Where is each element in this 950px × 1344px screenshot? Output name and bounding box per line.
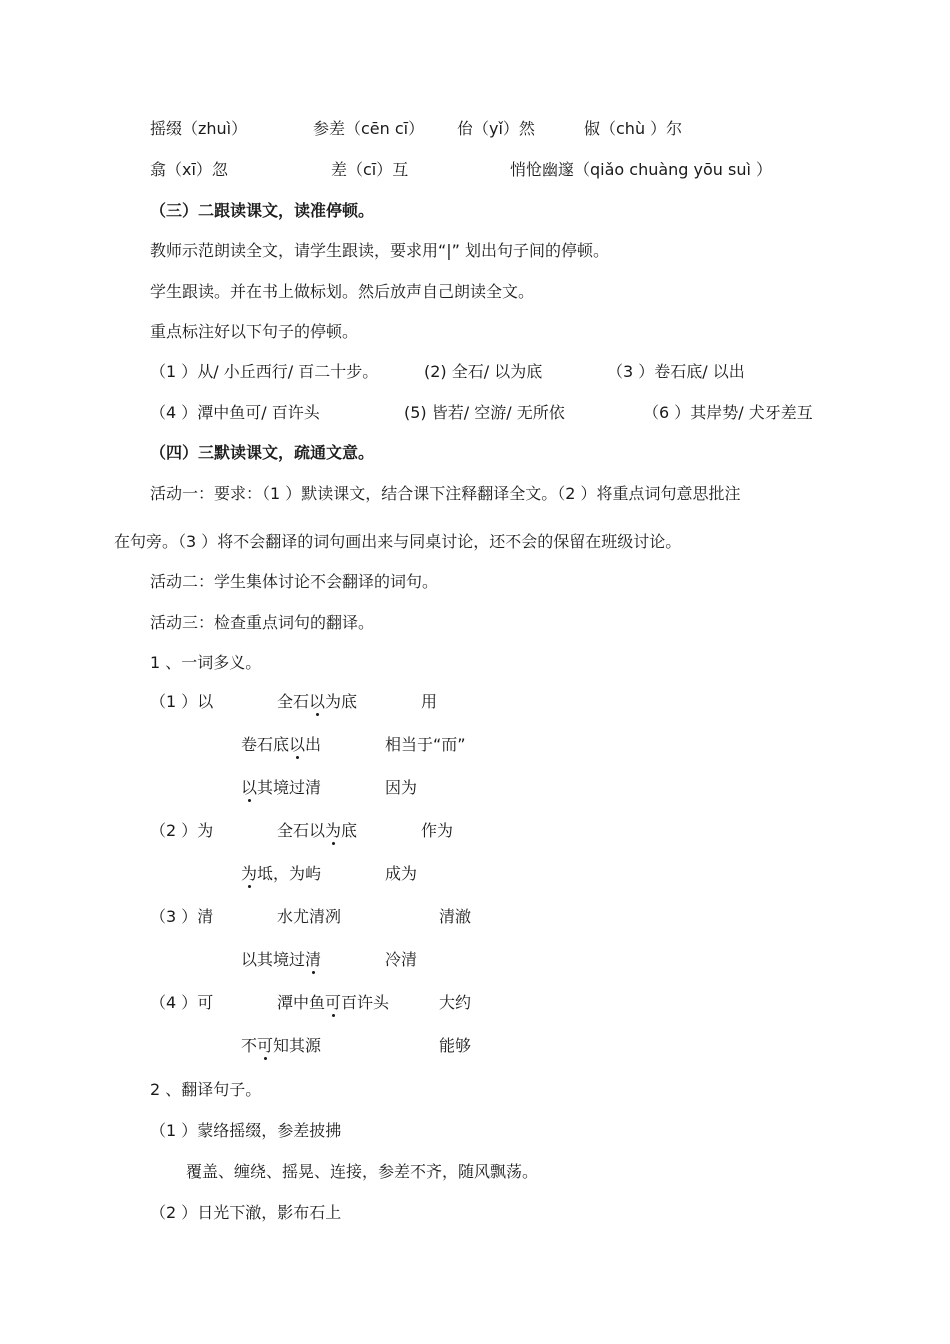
polysemy-meaning: 大约 [439, 993, 472, 1012]
paragraph: 学生跟读。并在书上做标划。然后放声自己朗读全文。 [150, 282, 535, 301]
pause-example: (2) 全石/ 以为底 [424, 362, 543, 381]
translation-sentence: （1 ）蒙络摇缀，参差披拂 [150, 1121, 342, 1140]
pause-example: （1 ）从/ 小丘西行/ 百二十步。 [150, 362, 379, 381]
emphasis-char: 可 [257, 1036, 274, 1055]
polysemy-meaning: 用 [421, 692, 438, 711]
emphasis-char: 以 [289, 735, 306, 754]
pinyin-word: 翕（xī）忽 [150, 160, 228, 179]
paragraph: 活动二：学生集体讨论不会翻译的词句。 [150, 572, 439, 591]
polysemy-label: （1 ）以 [150, 692, 214, 711]
subsection-title: 2 、翻译句子。 [150, 1080, 262, 1099]
pinyin-word: 佁（yǐ）然 [457, 119, 535, 138]
paragraph: 活动三：检查重点词句的翻译。 [150, 613, 375, 632]
polysemy-example: 全石以为底 [277, 821, 358, 840]
polysemy-example: 潭中鱼可百许头 [277, 993, 390, 1012]
emphasis-char: 以 [309, 692, 326, 711]
polysemy-example: 以其境过清 [241, 778, 322, 797]
pinyin-word: 俶（chù ）尔 [584, 119, 683, 138]
emphasis-char: 以 [241, 778, 258, 797]
emphasis-char: 可 [325, 993, 342, 1012]
polysemy-label: （2 ）为 [150, 821, 214, 840]
translation-answer: 覆盖、缠绕、摇晃、连接，参差不齐，随风飘荡。 [186, 1162, 539, 1181]
polysemy-example: 为坻，为屿 [241, 864, 322, 883]
polysemy-example: 全石以为底 [277, 692, 358, 711]
polysemy-example: 不可知其源 [241, 1036, 322, 1055]
polysemy-meaning: 作为 [421, 821, 454, 840]
translation-sentence: （2 ）日光下澈，影布石上 [150, 1203, 342, 1222]
emphasis-char: 清 [309, 907, 326, 926]
paragraph: 在句旁。（3 ）将不会翻译的词句画出来与同桌讨论，还不会的保留在班级讨论。 [114, 532, 682, 551]
pinyin-word: 悄怆幽邃（qiǎo chuàng yōu suì ） [510, 160, 773, 179]
polysemy-meaning: 冷清 [385, 950, 418, 969]
polysemy-meaning: 清澈 [439, 907, 472, 926]
emphasis-char: 为 [241, 864, 258, 883]
polysemy-label: （3 ）清 [150, 907, 214, 926]
polysemy-example: 卷石底以出 [241, 735, 322, 754]
polysemy-example: 水尤清冽 [277, 907, 342, 926]
pause-example: （4 ）潭中鱼可/ 百许头 [150, 403, 320, 422]
pause-example: （3 ）卷石底/ 以出 [607, 362, 745, 381]
emphasis-char: 清 [305, 950, 322, 969]
emphasis-char: 为 [325, 821, 342, 840]
paragraph: 活动一：要求：（1 ）默读课文，结合课下注释翻译全文。（2 ）将重点词句意思批注 [150, 484, 741, 503]
polysemy-label: （4 ）可 [150, 993, 214, 1012]
paragraph: 教师示范朗读全文，请学生跟读，要求用“|” 划出句子间的停顿。 [150, 241, 610, 260]
pinyin-word: 差（cī）互 [331, 160, 409, 179]
polysemy-meaning: 能够 [439, 1036, 472, 1055]
polysemy-meaning: 因为 [385, 778, 418, 797]
polysemy-example: 以其境过清 [241, 950, 322, 969]
paragraph: 重点标注好以下句子的停顿。 [150, 322, 359, 341]
polysemy-meaning: 相当于“而” [385, 735, 466, 754]
pinyin-word: 摇缀（zhuì） [150, 119, 248, 138]
pause-example: （6 ）其岸势/ 犬牙差互 [643, 403, 813, 422]
section-heading: （四）三默读课文，疏通文意。 [150, 443, 375, 462]
subsection-title: 1 、一词多义。 [150, 653, 262, 672]
pause-example: (5) 皆若/ 空游/ 无所依 [404, 403, 565, 422]
section-heading: （三）二跟读课文，读准停顿。 [150, 201, 375, 220]
polysemy-meaning: 成为 [385, 864, 418, 883]
pinyin-word: 参差（cēn cī） [313, 119, 425, 138]
